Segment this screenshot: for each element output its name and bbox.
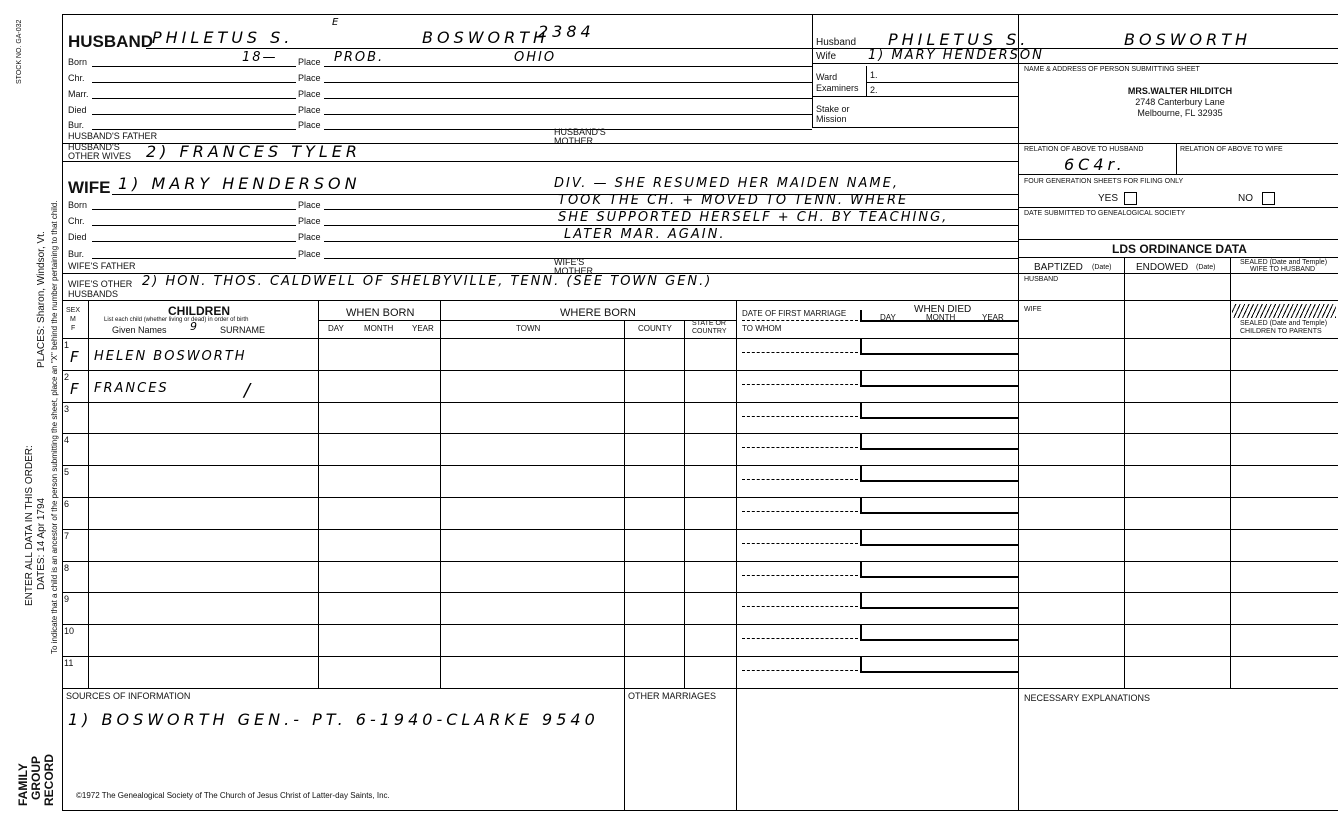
died-bracket xyxy=(860,593,1018,609)
submitter-label: NAME & ADDRESS OF PERSON SUBMITTING SHEET xyxy=(1024,66,1200,73)
table-row xyxy=(62,338,1338,371)
top-border xyxy=(62,14,1338,15)
sources-label: SOURCES OF INFORMATION xyxy=(66,691,191,701)
husband-other-wives-label-2: OTHER WIVES xyxy=(68,151,132,161)
hatched-box xyxy=(1232,304,1336,318)
husband-father-label: HUSBAND'S FATHER xyxy=(68,131,158,141)
wife-died-line xyxy=(92,241,296,242)
wife-born-place-label: Place xyxy=(298,200,321,210)
husband-born-place-2: OHIO xyxy=(514,50,557,65)
wife-other-husbands-label-1: WIFE'S OTHER xyxy=(68,279,133,289)
examiner-2-line xyxy=(812,96,1018,97)
ward-label: Ward xyxy=(816,72,838,82)
given-names-header: Given Names xyxy=(112,325,167,335)
wife-chr-place-label: Place xyxy=(298,216,321,226)
endowed-header: ENDOWED xyxy=(1136,262,1189,273)
born-day-header: DAY xyxy=(328,324,344,333)
wife-born-line xyxy=(92,209,296,210)
stake-label: Stake or xyxy=(816,104,850,114)
examiners-divider xyxy=(866,66,867,96)
record-line-2: GROUP xyxy=(29,755,43,800)
died-bracket xyxy=(860,530,1018,546)
lds-header-line xyxy=(1018,273,1338,274)
child-number: 3 xyxy=(64,404,70,414)
died-bracket xyxy=(860,657,1018,673)
table-row xyxy=(62,402,1338,435)
died-year-header: YEAR xyxy=(982,313,1004,322)
husband-born-place-label: Place xyxy=(298,57,321,67)
baptized-date-header: (Date) xyxy=(1092,264,1112,271)
stock-number: STOCK NO. GA-032 xyxy=(16,19,23,84)
husband-number: 2384 xyxy=(538,22,595,41)
sources-entry: 1) BOSWORTH GEN.- PT. 6-1940-CLARKE 9540 xyxy=(68,710,599,729)
husband-chr-line xyxy=(92,82,296,83)
examiner-2: 2. xyxy=(870,85,878,95)
died-bracket xyxy=(860,562,1018,578)
sealed-wife-header-1: SEALED (Date and Temple) xyxy=(1240,259,1328,266)
husband-chr-label: Chr. xyxy=(68,73,85,83)
wife-chr-line xyxy=(92,225,296,226)
child-number: 11 xyxy=(64,658,74,668)
col-right-panel xyxy=(1018,14,1019,810)
relation-husband-label: RELATION OF ABOVE TO HUSBAND xyxy=(1024,146,1144,153)
husband-chr-place-label: Place xyxy=(298,73,321,83)
wife-born-label: Born xyxy=(68,200,88,210)
table-row xyxy=(62,624,1338,657)
sources-top-line xyxy=(62,688,1338,689)
record-line-1: FAMILY xyxy=(16,763,30,806)
child-number: 5 xyxy=(64,467,70,477)
given-names-mark: 9 xyxy=(190,320,199,333)
died-bracket xyxy=(860,498,1018,514)
table-row xyxy=(62,465,1338,498)
table-row xyxy=(62,433,1338,466)
children-list-note: List each child (whether living or dead) in order of birth xyxy=(104,317,249,323)
marriage-dash xyxy=(742,543,858,544)
sex-f: F xyxy=(71,325,76,332)
right-wife-line xyxy=(812,63,1338,64)
relation-bottom-line xyxy=(1018,174,1338,175)
col-state xyxy=(736,300,737,810)
first-marriage-dash xyxy=(742,320,858,321)
child-sex: F xyxy=(70,380,81,398)
wife-section-bottom xyxy=(62,300,1338,301)
wife-mother-label-2: MOTHER xyxy=(554,266,593,276)
col-county xyxy=(684,320,685,688)
child-number: 7 xyxy=(64,531,70,541)
died-bracket xyxy=(860,371,1018,387)
husband-given-name: PHILETUS S. xyxy=(152,28,294,47)
wife-bur-place-line xyxy=(324,258,1018,259)
husband-other-wives-label-1: HUSBAND'S xyxy=(68,142,120,152)
table-row xyxy=(62,656,1338,689)
children-header: CHILDREN xyxy=(168,304,230,318)
husband-died-place-line xyxy=(324,114,812,115)
born-month-header: MONTH xyxy=(364,324,394,333)
no-label: NO xyxy=(1238,193,1253,204)
col-born xyxy=(440,300,441,688)
where-born-header: WHERE BORN xyxy=(560,307,636,319)
child-number: 8 xyxy=(64,563,70,573)
table-row xyxy=(62,561,1338,594)
husband-born-value: 18— xyxy=(242,50,278,65)
to-whom-header: TO WHOM xyxy=(742,324,782,333)
husband-born-place: PROB. xyxy=(334,50,385,65)
four-gen-label: FOUR GENERATION SHEETS FOR FILING ONLY xyxy=(1024,178,1184,185)
no-checkbox[interactable] xyxy=(1262,192,1275,205)
submitter-name: MRS.WALTER HILDITCH xyxy=(1127,86,1233,96)
husband-born-label: Born xyxy=(68,57,88,67)
child-number: 9 xyxy=(64,594,70,604)
wife-died-place-line xyxy=(324,241,1018,242)
husband-middle-mark: E xyxy=(332,17,341,28)
husband-marr-place-line xyxy=(324,98,812,99)
ancestor-instruction: To indicate that a child is an ancestor of the person submitting the sheet, place an "X" behind the number pertaining to that child. xyxy=(50,200,59,654)
wife-father-label: WIFE'S FATHER xyxy=(68,261,136,271)
husband-died-label: Died xyxy=(68,105,87,115)
wife-note-line-1: DIV. — SHE RESUMED HER MAIDEN NAME, xyxy=(554,176,899,191)
died-day-header: DAY xyxy=(880,313,896,322)
table-row xyxy=(62,592,1338,625)
husband-died-place-label: Place xyxy=(298,105,321,115)
when-died-bracket xyxy=(860,310,1018,322)
table-row xyxy=(62,497,1338,530)
husband-bur-place-label: Place xyxy=(298,120,321,130)
date-submitted-label: DATE SUBMITTED TO GENEALOGICAL SOCIETY xyxy=(1024,210,1186,217)
husband-bur-label: Bur. xyxy=(68,120,85,130)
lds-wife-row: WIFE xyxy=(1024,306,1042,313)
marriage-dash xyxy=(742,384,858,385)
sex-header: SEX xyxy=(66,307,81,314)
wife-bur-label: Bur. xyxy=(68,249,85,259)
submitter-address-1: 2748 Canterbury Lane xyxy=(1135,97,1225,107)
endowed-date-header: (Date) xyxy=(1196,264,1216,271)
child-sex: F xyxy=(70,348,81,366)
right-block-divider xyxy=(812,14,813,128)
lds-title-line xyxy=(1018,257,1338,258)
when-born-divider xyxy=(318,320,440,321)
died-bracket xyxy=(860,434,1018,450)
marriage-dash xyxy=(742,352,858,353)
examiner-1: 1. xyxy=(870,70,878,80)
lds-husband-row: HUSBAND xyxy=(1024,276,1059,283)
husband-marr-label: Marr. xyxy=(68,89,89,99)
husband-born-place-line xyxy=(324,66,812,67)
marriage-dash xyxy=(742,447,858,448)
surname-header: SURNAME xyxy=(220,325,266,335)
order-line-1: ENTER ALL DATA IN THIS ORDER: xyxy=(24,445,35,606)
child-number: 4 xyxy=(64,435,70,445)
marriage-dash xyxy=(742,638,858,639)
died-bracket xyxy=(860,625,1018,641)
wife-note-line-4: LATER MAR. AGAIN. xyxy=(564,227,726,242)
lds-title: LDS ORDINANCE DATA xyxy=(1112,242,1247,256)
right-husband-surname: BOSWORTH xyxy=(1124,30,1252,49)
right-husband-label: Husband xyxy=(816,37,857,48)
submitter-address-2: Melbourne, FL 32935 xyxy=(1137,108,1223,118)
wife-died-label: Died xyxy=(68,232,87,242)
col-sex xyxy=(88,300,89,688)
col-town xyxy=(624,320,625,688)
other-marriages-divider xyxy=(624,688,625,810)
county-header: COUNTY xyxy=(638,324,672,333)
wife-bur-line xyxy=(92,258,296,259)
yes-checkbox[interactable] xyxy=(1124,192,1137,205)
marriage-dash xyxy=(742,416,858,417)
wife-chr-place-line xyxy=(324,225,1018,226)
child-number: 2 xyxy=(64,372,70,382)
husband-section-bottom xyxy=(62,161,1018,162)
died-bracket xyxy=(860,403,1018,419)
wife-born-place-line xyxy=(324,209,1018,210)
sealed-children-header-2: CHILDREN TO PARENTS xyxy=(1240,328,1322,335)
husband-chr-place-line xyxy=(324,82,812,83)
wife-other-husbands-label-2: HUSBANDS xyxy=(68,289,119,299)
wife-note-line-2: TOOK THE CH. + MOVED TO TENN. WHERE xyxy=(558,193,909,208)
copyright: ©1972 The Genealogical Society of The Church of Jesus Christ of Latter-day Saints, Inc. xyxy=(76,791,390,800)
marriage-dash xyxy=(742,670,858,671)
born-year-header: YEAR xyxy=(412,324,434,333)
marriage-dash xyxy=(742,575,858,576)
wife-bur-place-label: Place xyxy=(298,249,321,259)
when-died-header: WHEN DIED xyxy=(914,304,972,315)
relation-husband-value: 6C4r. xyxy=(1064,155,1126,174)
submitter-bottom-line xyxy=(1018,143,1338,144)
examiner-1-line xyxy=(866,82,1018,83)
husband-bur-line xyxy=(92,129,296,130)
order-line-2: DATES: 14 Apr 1794 xyxy=(36,497,47,590)
died-month-header: MONTH xyxy=(926,313,956,322)
relation-divider xyxy=(1176,143,1177,174)
necessary-explanations-label: NECESSARY EXPLANATIONS xyxy=(1024,693,1151,703)
husband-other-wives: 2) FRANCES TYLER xyxy=(146,142,361,161)
other-marriages-label: OTHER MARRIAGES xyxy=(628,691,717,701)
child-number: 6 xyxy=(64,499,70,509)
four-gen-bottom-line xyxy=(1018,207,1338,208)
town-header: TOWN xyxy=(516,324,541,333)
date-submitted-line xyxy=(1018,239,1338,240)
right-wife-name: 1) MARY HENDERSON xyxy=(868,48,1044,63)
child-name: FRANCES xyxy=(94,381,169,396)
state-header-1: STATE OR xyxy=(692,320,726,327)
marriage-dash xyxy=(742,511,858,512)
state-header-2: COUNTRY xyxy=(692,328,727,335)
husband-mother-label-1: HUSBAND'S xyxy=(554,127,606,137)
lds-col-2 xyxy=(1230,257,1231,688)
bottom-border xyxy=(62,810,1338,811)
wife-other-husbands: 2) HON. THOS. CALDWELL OF SHELBYVILLE, TENN. (SEE TOWN GEN.) xyxy=(142,274,713,289)
table-row xyxy=(62,529,1338,562)
yes-label: YES xyxy=(1098,193,1119,204)
right-husband-name: PHILETUS S. xyxy=(888,30,1030,49)
husband-name-line xyxy=(146,48,812,49)
wife-chr-label: Chr. xyxy=(68,216,85,226)
husband-mother-label-2: MOTHER xyxy=(554,136,593,146)
right-wife-label: Wife xyxy=(816,51,836,62)
husband-died-line xyxy=(92,114,296,115)
child-number: 10 xyxy=(64,626,75,636)
frances-mark: / xyxy=(244,380,255,401)
record-line-3: RECORD xyxy=(42,753,56,806)
mission-label: Mission xyxy=(816,114,847,124)
relation-wife-label: RELATION OF ABOVE TO WIFE xyxy=(1180,146,1283,153)
died-bracket xyxy=(860,466,1018,482)
child-name: HELEN BOSWORTH xyxy=(94,349,247,364)
places-order: PLACES: Sharon, Windsor, Vt. xyxy=(36,231,47,368)
died-bracket xyxy=(860,339,1018,355)
wife-label: WIFE xyxy=(68,178,111,197)
husband-label: HUSBAND xyxy=(68,32,153,51)
when-born-header: WHEN BORN xyxy=(346,307,415,319)
baptized-header: BAPTIZED xyxy=(1034,262,1083,273)
sealed-children-header-1: SEALED (Date and Temple) xyxy=(1240,320,1328,327)
lds-col-1 xyxy=(1124,257,1125,688)
stake-line xyxy=(812,127,1018,128)
wife-mother-label-1: WIFE'S xyxy=(554,257,585,267)
wife-died-place-label: Place xyxy=(298,232,321,242)
wife-name: 1) MARY HENDERSON xyxy=(118,174,361,193)
husband-born-line xyxy=(92,66,296,67)
first-marriage-header: DATE OF FIRST MARRIAGE xyxy=(742,309,847,318)
examiners-label: Examiners xyxy=(816,83,859,93)
husband-surname: BOSWORTH xyxy=(422,28,550,47)
sex-m: M xyxy=(70,316,76,323)
husband-marr-line xyxy=(92,98,296,99)
child-number: 1 xyxy=(64,340,70,350)
col-names xyxy=(318,300,319,688)
wife-note-line-3: SHE SUPPORTED HERSELF + CH. BY TEACHING, xyxy=(558,210,949,225)
husband-marr-place-label: Place xyxy=(298,89,321,99)
marriage-dash xyxy=(742,606,858,607)
marriage-dash xyxy=(742,479,858,480)
sealed-wife-header-2: WIFE TO HUSBAND xyxy=(1250,266,1316,273)
